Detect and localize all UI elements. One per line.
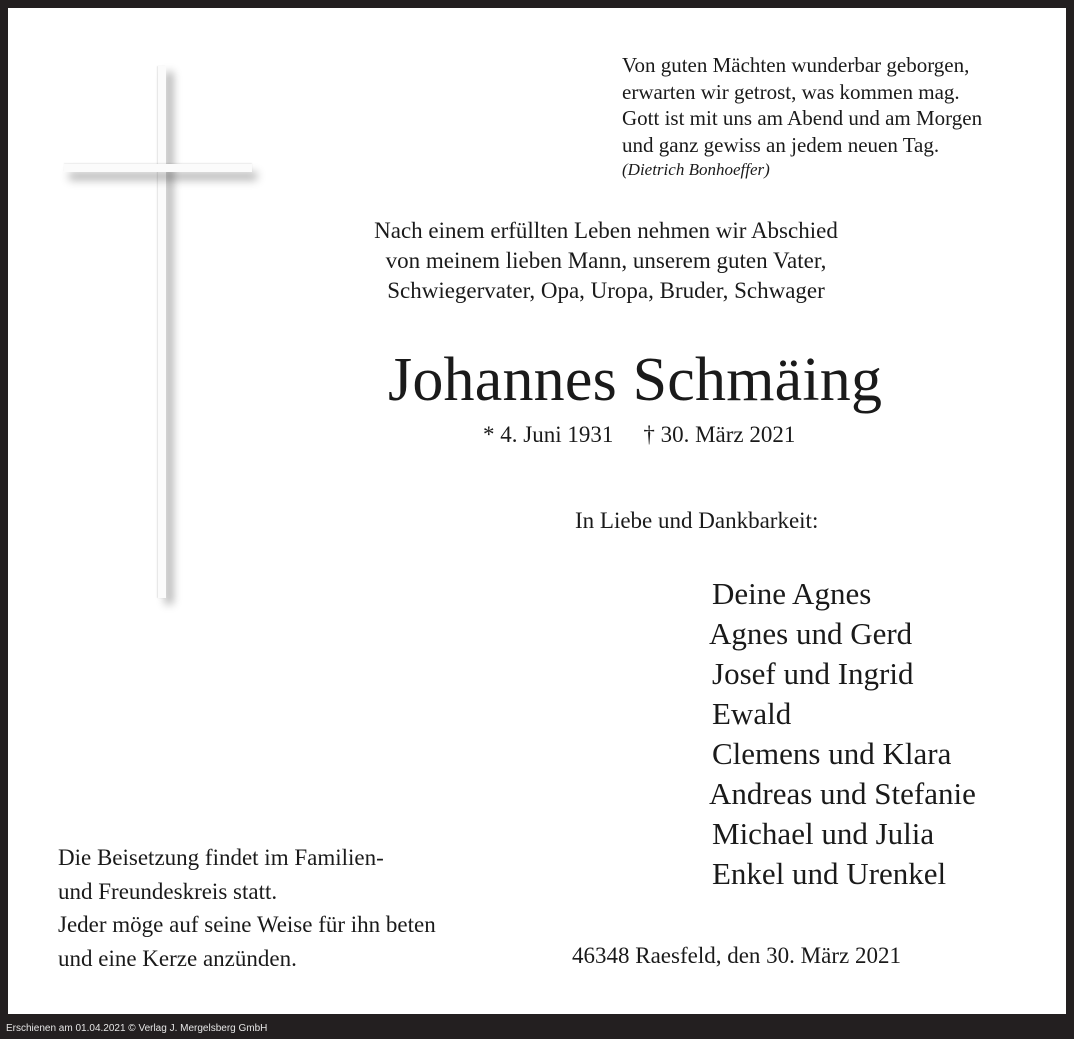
thanks-line: In Liebe und Dankbarkeit: [575, 508, 819, 533]
mourner-entry: Josef und Ingrid [712, 656, 914, 691]
cross-vertical-beam [158, 66, 166, 598]
mourner-entry: Michael und Julia [712, 816, 935, 851]
publication-footer: Erschienen am 01.04.2021 © Verlag J. Mergelsberg GmbH [6, 1023, 268, 1034]
place-and-date: 46348 Raesfeld, den 30. März 2021 [572, 943, 901, 968]
quote-line: Gott ist mit uns am Abend und am Morgen [622, 106, 983, 130]
cross-icon [60, 66, 260, 606]
quote-line: Von guten Mächten wunderbar geborgen, [622, 53, 970, 77]
death-date: † 30. März 2021 [643, 422, 796, 447]
farewell-line: Nach einem erfüllten Leben nehmen wir Abschied [374, 218, 838, 243]
mourner-entry: Clemens und Klara [712, 736, 952, 771]
life-dates [483, 421, 795, 449]
farewell-line: von meinem lieben Mann, unserem guten Vater, [385, 248, 827, 273]
burial-line: Die Beisetzung findet im Familien- [58, 845, 384, 870]
mourners-list [709, 574, 976, 894]
mourner-entry: Ewald [712, 696, 792, 731]
burial-notice [58, 841, 436, 975]
burial-line: Jeder möge auf seine Weise für ihn beten [58, 912, 436, 937]
farewell-line: Schwiegervater, Opa, Uropa, Bruder, Schwager [387, 278, 825, 303]
mourner-entry: Enkel und Urenkel [712, 856, 947, 891]
quote-line: und ganz gewiss an jedem neuen Tag. [622, 132, 940, 157]
birth-date: * 4. Juni 1931 [483, 422, 614, 447]
quote-line: erwarten wir getrost, was kommen mag. [622, 79, 960, 104]
mourner-entry: Deine Agnes [712, 576, 872, 611]
burial-line: und Freundeskreis statt. [58, 878, 278, 904]
mourner-entry: Andreas und Stefanie [709, 776, 976, 811]
burial-line: und eine Kerze anzünden. [58, 945, 297, 971]
cross-horizontal-beam [64, 164, 252, 172]
quote-author: (Dietrich Bonhoeffer) [622, 160, 770, 179]
bonhoeffer-quote [622, 52, 982, 182]
deceased-name: Johannes Schmäing [388, 346, 883, 414]
farewell-text [298, 216, 914, 306]
obituary-notice [8, 8, 1066, 1014]
mourner-entry: Agnes und Gerd [709, 616, 913, 651]
